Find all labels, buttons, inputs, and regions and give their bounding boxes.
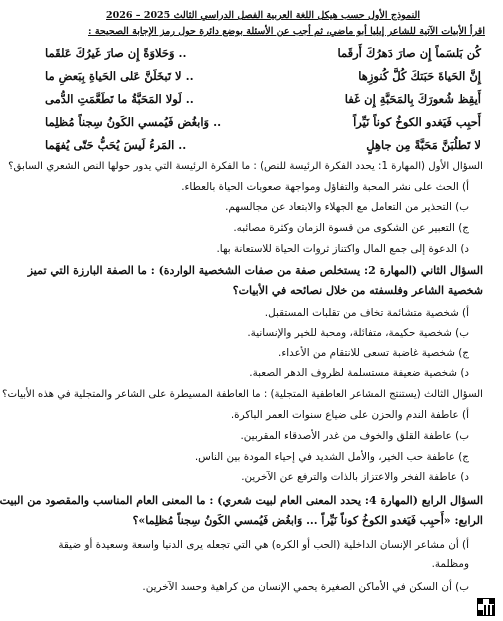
verse-hemistich-second: .. المَرءُ لَيسَ يُحَبُّ حَتّى يُفهَما: [45, 138, 187, 152]
verse-hemistich-second: .. لا تَبخَلَنَّ عَلى الحَياةِ بِبَعضِ ما: [45, 69, 194, 83]
question-3-option-d[interactable]: د) عاطفة الفخر والاعتزاز بالذات والترفع عن الآخرين.: [241, 471, 469, 483]
question-1-stem: السؤال الأول (المهارة 1: يحدد الفكرة الرئيسة للنص) : ما الفكرة الرئيسة التي يدور حولها النص الشعري السابق؟: [8, 161, 483, 172]
question-4-option-b[interactable]: ب) أن السكن في الأماكن الصغيرة يحمي الإنسان من كراهية وحسد الآخرين.: [142, 581, 469, 593]
question-2-option-c[interactable]: ج) شخصية غاضبة تسعى للانتقام من الأعداء.: [278, 347, 469, 359]
question-3-option-b[interactable]: ب) عاطفة القلق والخوف من غدر الأصدقاء المقربين.: [240, 430, 469, 442]
verse-hemistich-first: إِنَّ الحَياةَ حَبَتكَ كُلَّ كُنوزِها: [358, 69, 481, 83]
verse-5: [45, 138, 481, 158]
verse-hemistich-first: أَيقِظ شُعورَكَ بِالمَحَبَّةِ إِن غَفا: [344, 92, 481, 106]
question-1-option-a[interactable]: أ) الحث على نشر المحبة والتفاؤل ومواجهة صعوبات الحياة بالعطاء.: [181, 181, 469, 193]
verse-1: [45, 46, 481, 66]
verse-hemistich-second: .. لَولا المَحَبَّةُ ما تَطَعَّمَتِ الدُّمى: [45, 92, 194, 106]
verse-3: [45, 92, 481, 112]
verse-hemistich-first: كُن بَلسَماً إِن صارَ دَهرُكَ أَرقَما: [337, 46, 481, 60]
question-2-stem: السؤال الثاني (المهارة 2: يستخلص صفة من صفات الشخصية الواردة) : ما الصفة البارزة التي تميز: [27, 264, 483, 277]
question-4-option-a[interactable]: أ) أن مشاعر الإنسان الداخلية (الحب أو الكره) هي التي تجعله يرى الدنيا واسعة وسعيدة أو ضيقة ومظلمة.: [58, 539, 469, 570]
exam-title: النموذج الأول حسب هيكل اللغة العربية الفصل الدراسي الثالث 2025 – 2026: [106, 10, 420, 21]
question-1-option-b[interactable]: ب) التحذير من التعامل مع الجهلاء والابتعاد عن مجالسهم.: [225, 201, 469, 213]
question-3-option-c[interactable]: ج) عاطفة حب الخير، والأمل الشديد في إحياء المودة بين الناس.: [194, 451, 469, 463]
verse-hemistich-first: أَحبِب فَيَغدو الكوخُ كوناً نَيِّراً: [353, 115, 481, 129]
verse-2: [45, 69, 481, 89]
question-2-stem-continued: شخصية الشاعر وفلسفته من خلال نصائحه في الأبيات؟: [232, 284, 483, 297]
qr-code-icon: [477, 598, 495, 616]
instructions: اقرأ الأبيات الآتية للشاعر إيليا أبو ماضي، ثم أجب عن الأسئلة بوضع دائرة حول رمز الإجابة الصحيحة :: [88, 26, 485, 37]
verse-hemistich-second: .. وَحَلاوَةً إِن صارَ غَيرُكَ عَلقَما: [45, 46, 187, 60]
question-4-stem-continued: الرابع: «أَحبِب فَيَغدو الكوخُ كوناً نَيِّراً ... وَابغُض فَيُمسي الكَونُ سِجناً مُظلِما»؟: [132, 514, 483, 527]
question-2-option-d[interactable]: د) شخصية ضعيفة مستسلمة لظروف الدهر الصعبة.: [249, 367, 469, 379]
question-3-option-a[interactable]: أ) عاطفة الندم والحزن على ضياع سنوات العمر الباكرة.: [230, 409, 469, 421]
verse-4: [45, 115, 481, 135]
question-2-option-b[interactable]: ب) شخصية حكيمة، متفائلة، ومحبة للخير والإنسانية.: [247, 327, 469, 339]
question-3-stem: السؤال الثالث (يستنتج المشاعر العاطفية المتجلية) : ما العاطفة المسيطرة على الشاعر والمتجلية في هذه الأبيات؟: [2, 389, 483, 400]
verse-hemistich-first: لا تَطلُبَنَّ مَحَبَّةً مِن جاهِلٍ: [366, 138, 481, 152]
question-4-stem: السؤال الرابع (المهارة 4: يحدد المعنى العام لبيت شعري) : ما المعنى العام المناسب والمقصود من البيت: [0, 494, 483, 507]
verse-hemistich-second: .. وَابغُض فَيُمسي الكَونُ سِجناً مُظلِما: [45, 115, 222, 129]
question-1-option-d[interactable]: د) الدعوة إلى جمع المال واكتناز ثروات الحياة للاستعانة بها.: [216, 243, 469, 255]
question-2-option-a[interactable]: أ) شخصية متشائمة تخاف من تقلبات المستقبل.: [264, 307, 469, 319]
question-1-option-c[interactable]: ج) التعبير عن الشكوى من قسوة الزمان وكثرة مصائبه.: [233, 222, 469, 234]
